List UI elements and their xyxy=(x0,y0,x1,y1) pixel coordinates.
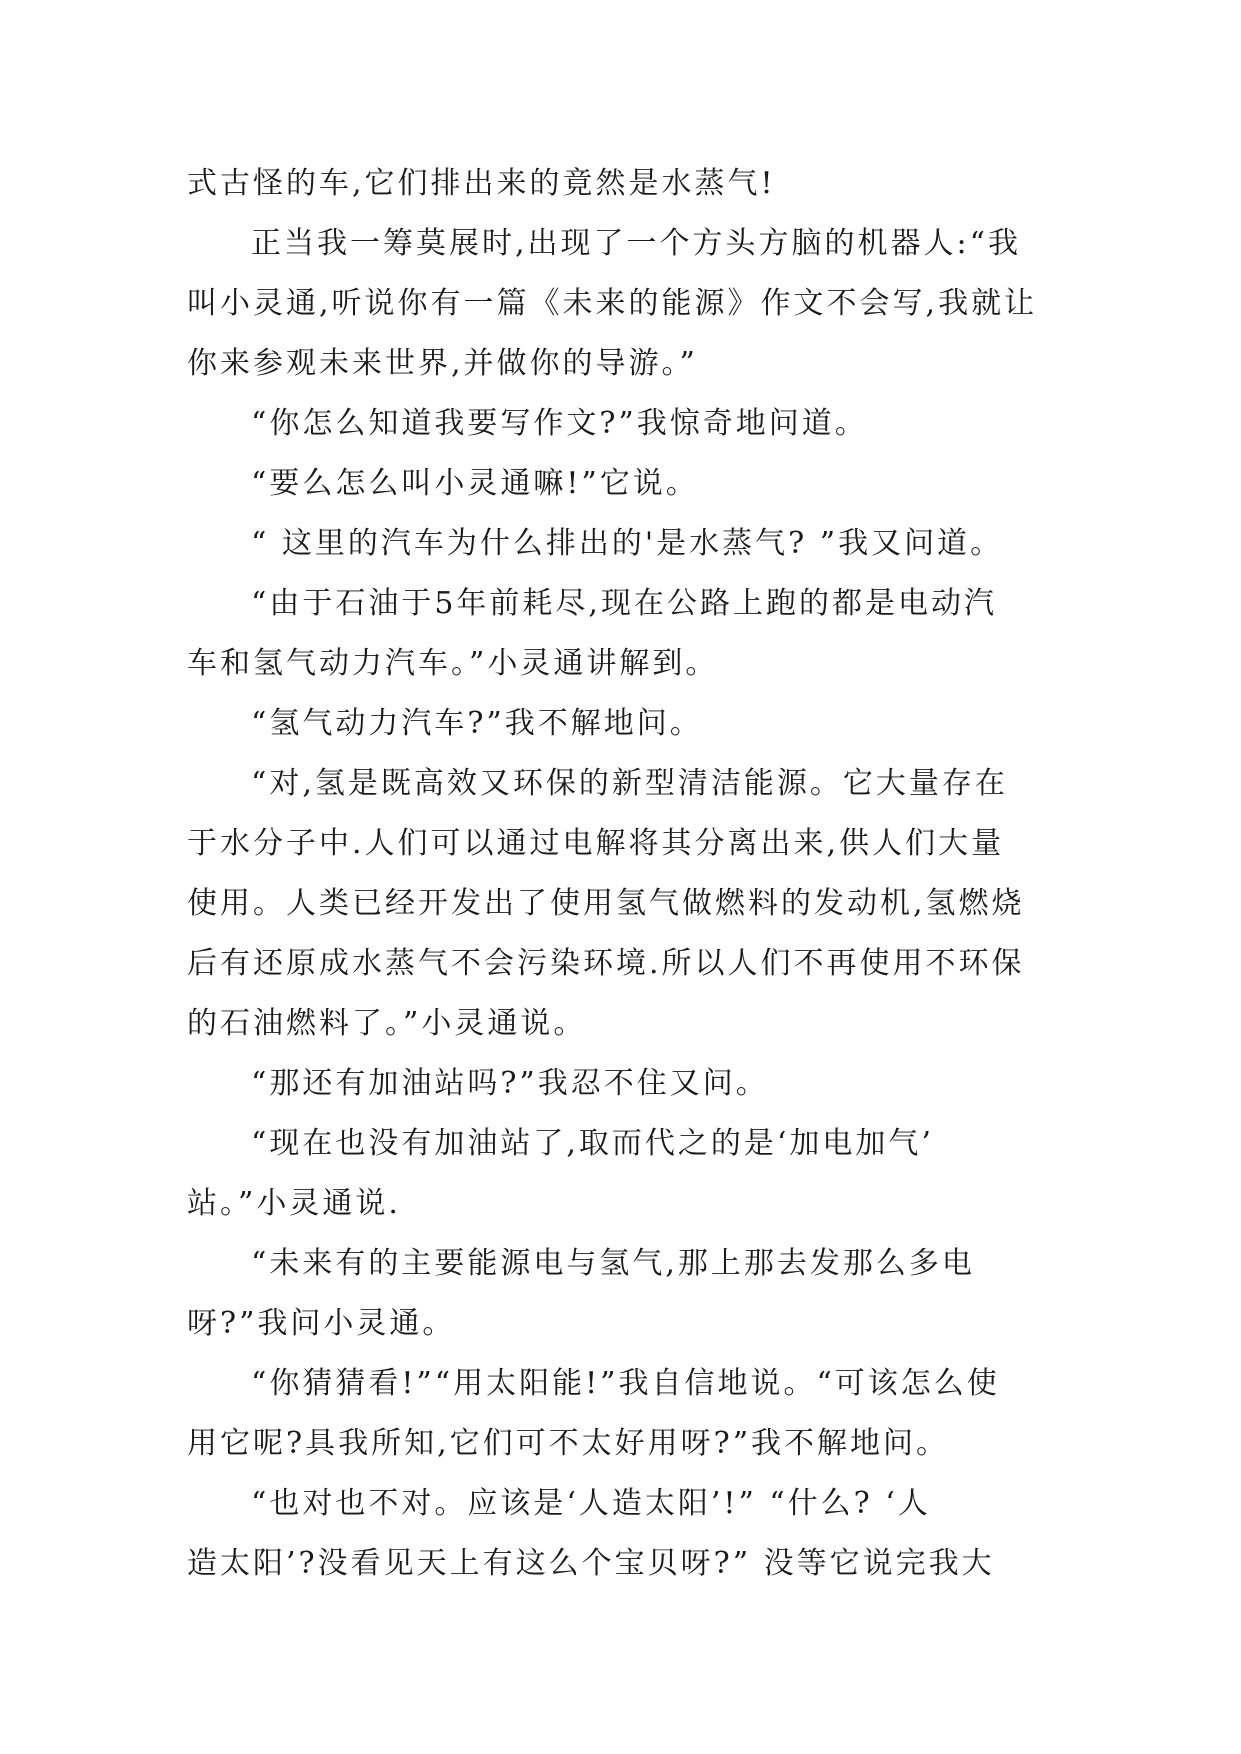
essay-body xyxy=(187,154,1067,1594)
text-line: 的石油燃料了。”小灵通说。 xyxy=(187,1006,587,1041)
text-line: “也对也不对。应该是‘人造太阳’!” “什么? ‘人 xyxy=(251,1486,931,1521)
text-line: 正当我一筹莫展时,出现了一个方头方脑的机器人:“我 xyxy=(251,226,1021,261)
text-line: “由于石油于5年前耗尽,现在公路上跑的都是电动汽 xyxy=(251,586,997,621)
text-line: “你猜猜看!”“用太阳能!”我自信地说。“可该怎么使 xyxy=(251,1366,1000,1401)
text-line: 使用。人类已经开发出了使用氢气做燃料的发动机,氢燃烧 xyxy=(187,886,1025,921)
text-line: 车和氢气动力汽车。”小灵通讲解到。 xyxy=(187,646,719,681)
text-line: 叫小灵通,听说你有一篇《未来的能源》作文不会写,我就让 xyxy=(187,286,1038,321)
text-line: “那还有加油站吗?”我忍不住又问。 xyxy=(251,1066,769,1101)
text-line: 式古怪的车,它们排出来的竟然是水蒸气! xyxy=(187,166,776,201)
text-line: 用它呢?具我所知,它们可不太好用呀?”我不解地问。 xyxy=(187,1426,950,1461)
text-line: “未来有的主要能源电与氢气,那上那去发那么多电 xyxy=(251,1246,975,1281)
text-line: 你来参观未来世界,并做你的导游。” xyxy=(187,346,698,381)
text-line: 后有还原成水蒸气不会污染环境.所以人们不再使用不环保 xyxy=(187,946,1025,981)
text-line: “要么怎么叫小灵通嘛!”它说。 xyxy=(251,466,699,501)
text-line: “对,氢是既高效又环保的新型清洁能源。它大量存在 xyxy=(251,766,1008,801)
text-line: 于水分子中.人们可以通过电解将其分离出来,供人们大量 xyxy=(187,826,1005,861)
text-line: 呀?”我问小灵通。 xyxy=(187,1306,456,1341)
text-line: “你怎么知道我要写作文?”我惊奇地问道。 xyxy=(251,406,868,441)
text-line: “ 这里的汽车为什么排出的'是水蒸气? ”我又问道。 xyxy=(251,526,1004,561)
text-line: “氢气动力汽车?”我不解地问。 xyxy=(251,706,703,741)
text-line: “现在也没有加油站了,取而代之的是‘加电加气’ xyxy=(251,1126,934,1161)
text-line: 站。”小灵通说. xyxy=(187,1186,401,1221)
text-line: 造太阳’?没看见天上有这么个宝贝呀?” 没等它说完我大 xyxy=(187,1546,995,1581)
